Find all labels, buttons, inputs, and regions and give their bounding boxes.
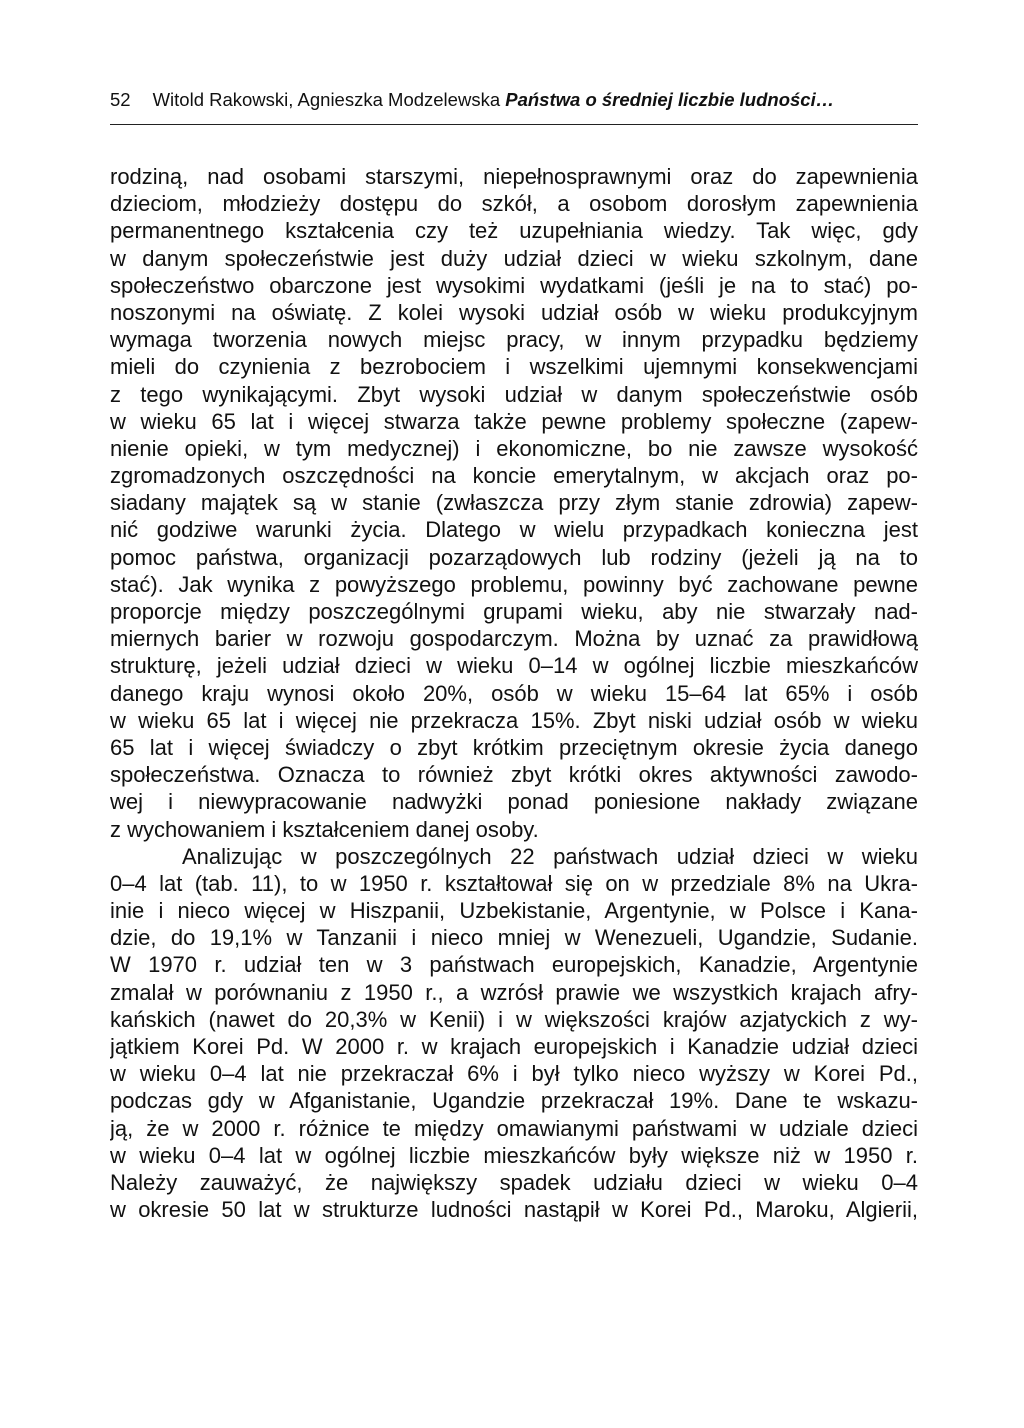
text-line: podczas gdy w Afganistanie, Ugandzie przekraczał 19%. Dane te wskazu- — [110, 1088, 918, 1114]
text-line: wej i niewypracowanie nadwyżki ponad poniesione nakłady związane — [110, 789, 918, 815]
page-number: 52 — [110, 89, 131, 110]
text-line: 65 lat i więcej świadczy o zbyt krótkim przeciętnym okresie życia danego — [110, 734, 918, 760]
text-line: Należy zauważyć, że największy spadek udziału dzieci w wieku 0–4 — [110, 1169, 918, 1195]
text-line: w okresie 50 lat w strukturze ludności nastąpił w Korei Pd., Maroku, Algierii, — [110, 1197, 918, 1223]
text-line: dzieciom, młodzieży dostępu do szkół, a osobom dorosłym zapewnienia — [110, 191, 918, 217]
running-header — [110, 88, 918, 112]
text-line: wymaga tworzenia nowych miejsc pracy, w innym przypadku będziemy — [110, 327, 918, 353]
text-line: W 1970 r. udział ten w 3 państwach europejskich, Kanadzie, Argentynie — [110, 952, 918, 978]
text-line: zgromadzonych oszczędności na koncie emerytalnym, w akcjach oraz po- — [110, 463, 918, 489]
header-authors: Witold Rakowski, Agnieszka Modzelewska — [152, 89, 501, 110]
text-line: dzie, do 19,1% w Tanzanii i nieco mniej w Wenezueli, Ugandzie, Sudanie. — [110, 925, 918, 951]
text-line: jątkiem Korei Pd. W 2000 r. w krajach europejskich i Kanadzie udział dzieci — [110, 1034, 918, 1059]
text-line: proporcje między poszczególnymi grupami wieku, aby nie stwarzały nad- — [110, 599, 918, 624]
text-line: w wieku 65 lat i więcej stwarza także pewne problemy społeczne (zapew- — [110, 408, 918, 434]
body-text — [110, 163, 918, 1223]
text-line: strukturę, jeżeli udział dzieci w wieku 0–14 w ogólnej liczbie mieszkańców — [110, 653, 918, 679]
text-line: siadany majątek są w stanie (zwłaszcza przy złym stanie zdrowia) zapew- — [110, 490, 918, 516]
text-line: inie i nieco więcej w Hiszpanii, Uzbekistanie, Argentynie, w Polsce i Kana- — [110, 898, 918, 924]
text-line: społeczeństwo obarczone jest wysokimi wydatkami (jeśli je na to stać) po- — [110, 272, 918, 298]
text-line: mieli do czynienia z bezrobociem i wszelkimi ujemnymi konsekwencjami — [110, 354, 918, 380]
text-line: w wieku 0–4 lat nie przekraczał 6% i był tylko nieco wyższy w Korei Pd., — [110, 1061, 918, 1087]
text-line: rodziną, nad osobami starszymi, niepełnosprawnymi oraz do zapewnienia — [110, 164, 918, 189]
text-line: pomoc państwa, organizacji pozarządowych lub rodziny (jeżeli ją na to — [110, 544, 918, 570]
paragraph-start-line: Analizując w poszczególnych 22 państwach udział dzieci w wieku — [182, 843, 918, 869]
text-line: noszonymi na oświatę. Z kolei wysoki udział osób w wieku produkcyjnym — [110, 299, 918, 325]
text-line: permanentnego kształcenia czy też uzupełniania wiedzy. Tak więc, gdy — [110, 218, 918, 244]
text-line: nić godziwe warunki życia. Dlatego w wielu przypadkach konieczna jest — [110, 517, 918, 543]
text-line: społeczeństwa. Oznacza to również zbyt krótki okres aktywności zawodo- — [110, 762, 918, 788]
text-line: 0–4 lat (tab. 11), to w 1950 r. kształtował się on w przedziale 8% na Ukra- — [110, 870, 918, 896]
header-rule — [110, 124, 918, 125]
text-line: ją, że w 2000 r. różnice te między omawianymi państwami w udziale dzieci — [110, 1115, 918, 1141]
text-line: stać). Jak wynika z powyższego problemu, powinny być zachowane pewne — [110, 571, 918, 597]
text-line: miernych barier w rozwoju gospodarczym. Można by uznać za prawidłową — [110, 626, 918, 652]
text-line: nienie opieki, w tym medycznej) i ekonomiczne, bo nie zawsze wysokość — [110, 435, 918, 461]
text-line: w danym społeczeństwie jest duży udział dzieci w wieku szkolnym, dane — [110, 245, 918, 271]
text-line: w wieku 65 lat i więcej nie przekracza 15%. Zbyt niski udział osób w wieku — [110, 707, 918, 733]
header-title: Państwa o średniej liczbie ludności… — [505, 89, 835, 110]
paragraph-end-line: z wychowaniem i kształceniem danej osoby. — [110, 816, 539, 842]
text-line: danego kraju wynosi około 20%, osób w wieku 15–64 lat 65% i osób — [110, 680, 918, 706]
text-line: zmalał w porównaniu z 1950 r., a wzrósł prawie we wszystkich krajach afry- — [110, 979, 918, 1005]
text-line: w wieku 0–4 lat w ogólnej liczbie mieszkańców były większe niż w 1950 r. — [110, 1142, 918, 1168]
text-line: z tego wynikającymi. Zbyt wysoki udział w danym społeczeństwie osób — [110, 381, 918, 407]
text-line: kańskich (nawet do 20,3% w Kenii) i w większości krajów azjatyckich z wy- — [110, 1006, 918, 1032]
